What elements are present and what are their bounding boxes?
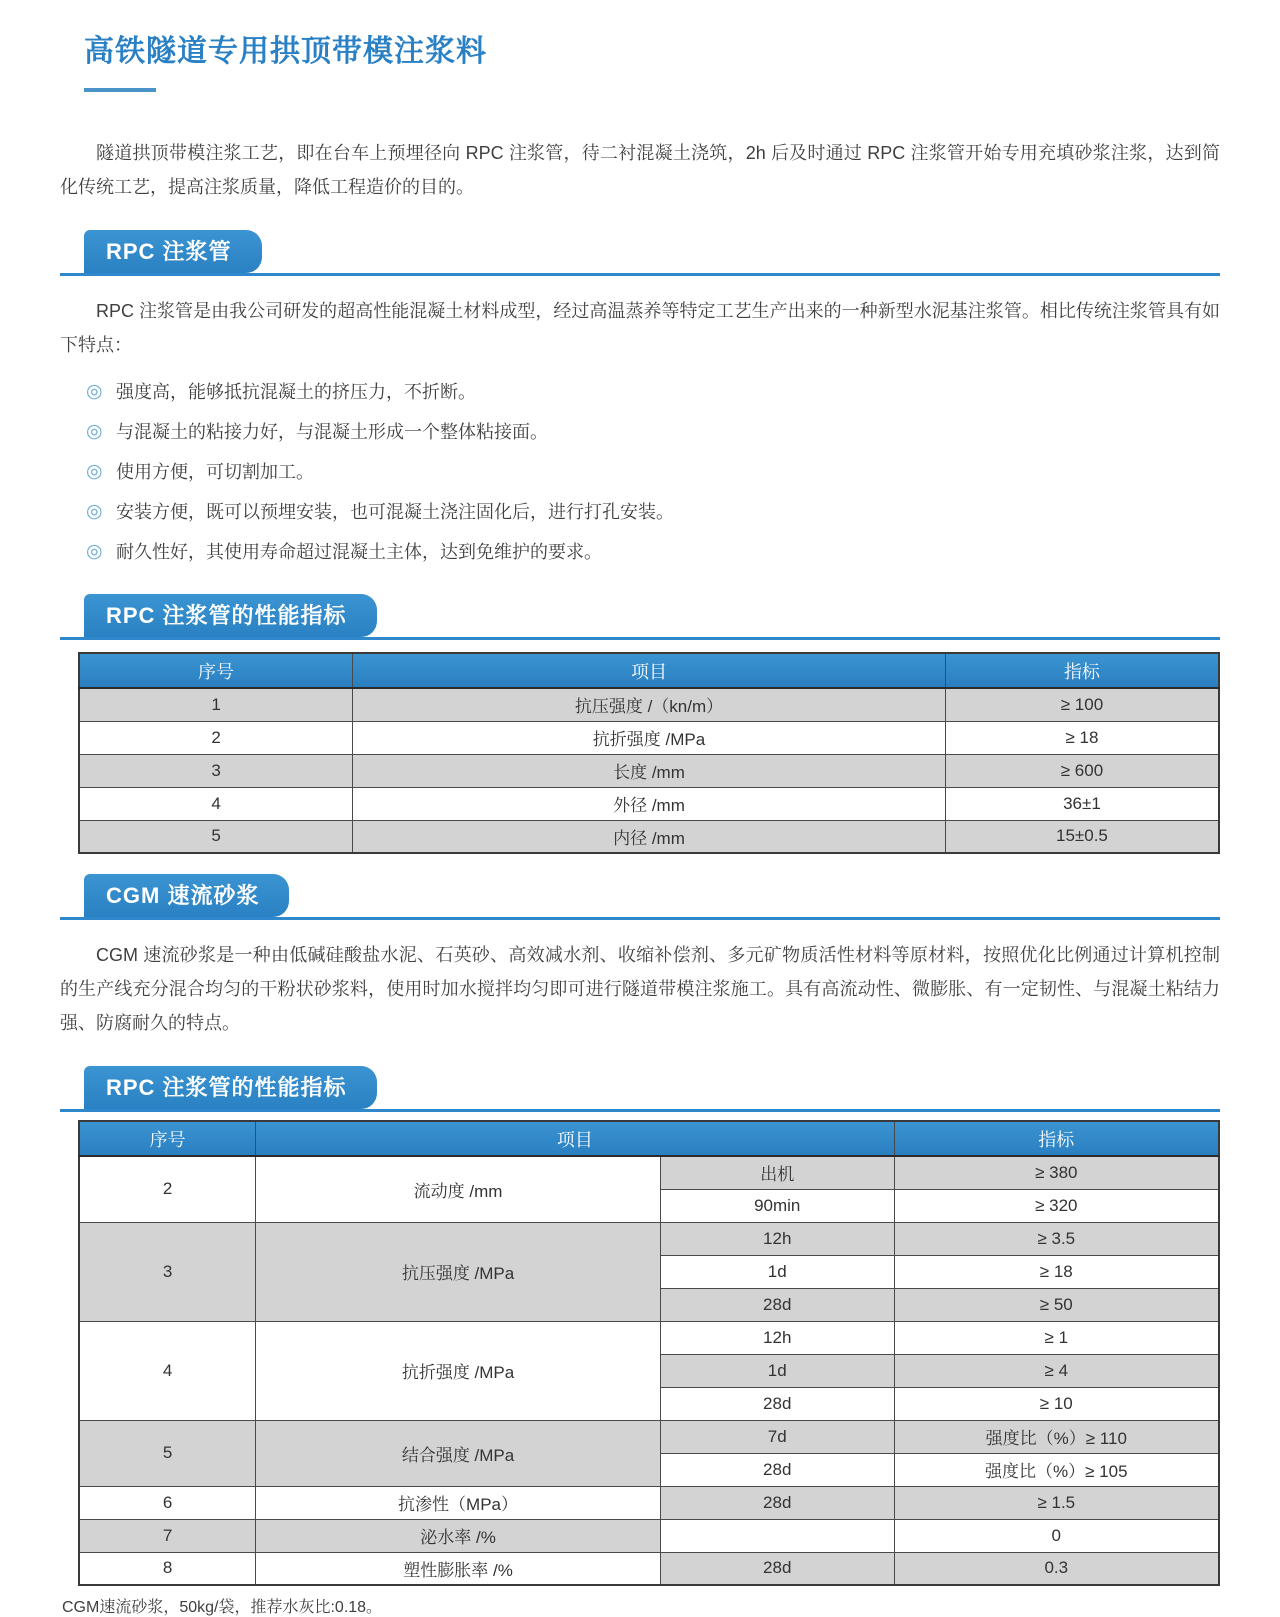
condition-cell: 12h [660, 1222, 894, 1255]
column-header: 项目 [353, 653, 946, 688]
table-row [79, 721, 1219, 754]
row-number-cell: 4 [79, 1321, 256, 1420]
table-cell: ≥ 600 [945, 754, 1219, 787]
section-badge: RPC 注浆管 [84, 230, 262, 273]
column-header: 序号 [79, 653, 353, 688]
table-row [79, 754, 1219, 787]
item-name-cell: 抗压强度 /MPa [256, 1222, 661, 1321]
table-header-row [79, 653, 1219, 688]
column-header: 指标 [894, 1121, 1219, 1156]
table-cell: 抗压强度 /（kn/m） [353, 688, 946, 721]
table-row [79, 1222, 1219, 1255]
table-cell: 抗折强度 /MPa [353, 721, 946, 754]
footnote: CGM速流砂浆，50kg/袋，推荐水灰比:0.18。 [62, 1599, 383, 1616]
item-name-cell: 抗折强度 /MPa [256, 1321, 661, 1420]
condition-cell: 1d [660, 1255, 894, 1288]
table-row [79, 1486, 1219, 1519]
table-cell: 3 [79, 754, 353, 787]
value-cell: ≥ 320 [894, 1189, 1219, 1222]
feature-item-label: 使用方便，可切割加工。 [116, 462, 314, 482]
table-cell: ≥ 18 [945, 721, 1219, 754]
table-cell: 4 [79, 787, 353, 820]
condition-cell [660, 1519, 894, 1552]
condition-cell: 7d [660, 1420, 894, 1453]
column-header: 项目 [256, 1121, 894, 1156]
section-badge: RPC 注浆管的性能指标 [84, 594, 377, 637]
condition-cell: 12h [660, 1321, 894, 1354]
table-cell: 2 [79, 721, 353, 754]
feature-item [60, 532, 1220, 572]
value-cell: 0.3 [894, 1552, 1219, 1585]
condition-cell: 28d [660, 1552, 894, 1585]
value-cell: ≥ 10 [894, 1387, 1219, 1420]
ring-bullet-icon: ◎ [86, 381, 103, 402]
condition-cell: 出机 [660, 1156, 894, 1189]
table-row [79, 1519, 1219, 1552]
condition-cell: 28d [660, 1453, 894, 1486]
value-cell: 0 [894, 1519, 1219, 1552]
title-underline [84, 88, 156, 92]
section-header-cgm-table [60, 1066, 1220, 1112]
table-row [79, 787, 1219, 820]
feature-item-label: 耐久性好，其使用寿命超过混凝土主体，达到免维护的要求。 [116, 542, 602, 562]
feature-item-label: 强度高，能够抵抗混凝土的挤压力，不折断。 [116, 382, 476, 402]
feature-item-label: 与混凝土的粘接力好，与混凝土形成一个整体粘接面。 [116, 422, 548, 442]
feature-item-label: 安装方便，既可以预埋安装，也可混凝土浇注固化后，进行打孔安装。 [116, 502, 674, 522]
row-number-cell: 6 [79, 1486, 256, 1519]
rpc-pipe-paragraph: RPC 注浆管是由我公司研发的超高性能混凝土材料成型，经过高温蒸养等特定工艺生产出来的一种新型水泥基注浆管。相比传统注浆管具有如下特点： [60, 301, 1220, 355]
cgm-paragraph: CGM 速流砂浆是一种由低碱硅酸盐水泥、石英砂、高效减水剂、收缩补偿剂、多元矿物质活性材料等原材料，按照优化比例通过计算机控制的生产线充分混合均匀的干粉状砂浆料，使用时加水搅拌均匀即可进行隧道带模注浆施工。具有高流动性、微膨胀、有一定韧性、与混凝土粘结力强、防腐耐久的特点。 [60, 945, 1220, 1033]
row-number-cell: 3 [79, 1222, 256, 1321]
ring-bullet-icon: ◎ [86, 461, 103, 482]
table-row [79, 688, 1219, 721]
value-cell: ≥ 4 [894, 1354, 1219, 1387]
item-name-cell: 塑性膨胀率 /% [256, 1552, 661, 1585]
section-header-rpc-pipe [60, 230, 1220, 276]
table-cell: 内径 /mm [353, 820, 946, 853]
item-name-cell: 泌水率 /% [256, 1519, 661, 1552]
value-cell: ≥ 18 [894, 1255, 1219, 1288]
table-row [79, 1552, 1219, 1585]
feature-item [60, 372, 1220, 412]
section-header-rpc-table [60, 594, 1220, 640]
condition-cell: 1d [660, 1354, 894, 1387]
rpc-performance-table [78, 652, 1220, 854]
rpc-feature-list [60, 372, 1220, 572]
row-number-cell: 8 [79, 1552, 256, 1585]
ring-bullet-icon: ◎ [86, 421, 103, 442]
table-row [79, 1321, 1219, 1354]
value-cell: ≥ 1 [894, 1321, 1219, 1354]
table-cell: 外径 /mm [353, 787, 946, 820]
page-title: 高铁隧道专用拱顶带模注浆料 [84, 35, 487, 68]
table-row [79, 820, 1219, 853]
intro-paragraph: 隧道拱顶带模注浆工艺，即在台车上预埋径向 RPC 注浆管，待二衬混凝土浇筑，2h 后及时通过 RPC 注浆管开始专用充填砂浆注浆，达到简化传统工艺，提高注浆质量，降低工程造价的目的。 [60, 143, 1220, 197]
row-number-cell: 5 [79, 1420, 256, 1486]
value-cell: ≥ 1.5 [894, 1486, 1219, 1519]
item-name-cell: 流动度 /mm [256, 1156, 661, 1222]
table-cell: 5 [79, 820, 353, 853]
table-cell: 长度 /mm [353, 754, 946, 787]
value-cell: 强度比（%）≥ 105 [894, 1453, 1219, 1486]
condition-cell: 90min [660, 1189, 894, 1222]
table-header-row [79, 1121, 1219, 1156]
value-cell: ≥ 380 [894, 1156, 1219, 1189]
table-cell: 36±1 [945, 787, 1219, 820]
value-cell: 强度比（%）≥ 110 [894, 1420, 1219, 1453]
column-header: 序号 [79, 1121, 256, 1156]
section-header-cgm [60, 874, 1220, 920]
column-header: 指标 [945, 653, 1219, 688]
table-row [79, 1156, 1219, 1189]
feature-item [60, 452, 1220, 492]
condition-cell: 28d [660, 1288, 894, 1321]
feature-item [60, 492, 1220, 532]
row-number-cell: 7 [79, 1519, 256, 1552]
item-name-cell: 抗渗性（MPa） [256, 1486, 661, 1519]
ring-bullet-icon: ◎ [86, 501, 103, 522]
section-badge: CGM 速流砂浆 [84, 874, 289, 917]
condition-cell: 28d [660, 1486, 894, 1519]
item-name-cell: 结合强度 /MPa [256, 1420, 661, 1486]
value-cell: ≥ 3.5 [894, 1222, 1219, 1255]
value-cell: ≥ 50 [894, 1288, 1219, 1321]
table-cell: 1 [79, 688, 353, 721]
condition-cell: 28d [660, 1387, 894, 1420]
table-cell: 15±0.5 [945, 820, 1219, 853]
section-badge: RPC 注浆管的性能指标 [84, 1066, 377, 1109]
table-row [79, 1420, 1219, 1453]
row-number-cell: 2 [79, 1156, 256, 1222]
ring-bullet-icon: ◎ [86, 541, 103, 562]
table-cell: ≥ 100 [945, 688, 1219, 721]
feature-item [60, 412, 1220, 452]
cgm-performance-table [78, 1120, 1220, 1586]
